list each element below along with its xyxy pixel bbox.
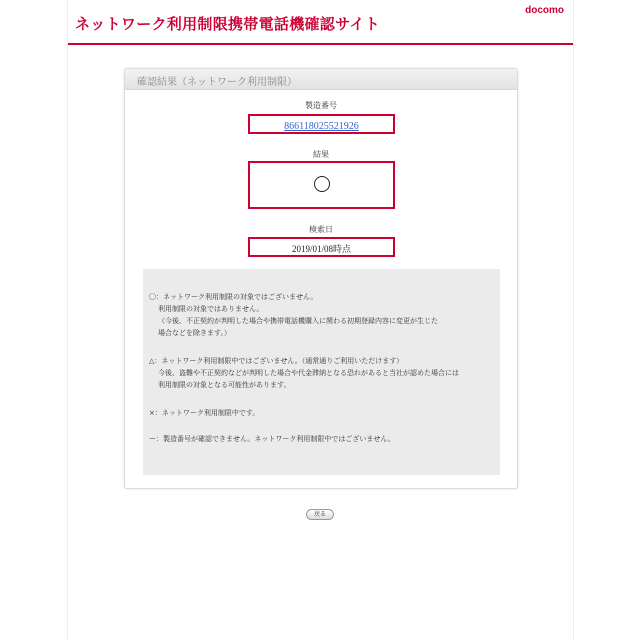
note-cross: ×：ネットワーク利用制限中です。 [149,409,260,417]
note-dash: ー：製造番号が確認できません。ネットワーク利用制限中ではございません。 [149,435,395,443]
date-box [248,237,395,257]
site-header [68,0,573,45]
site-title: ネットワーク利用制限携帯電話機確認サイト [75,15,380,33]
back-button[interactable]: 戻る [306,509,334,520]
serial-label: 製造番号 [305,101,337,110]
search-date: 2019/01/08時点 [291,244,351,254]
note-circle: 〇：ネットワーク利用制限の対象ではございません。 利用制限の対象ではありません。 （今後、不正契約が判明した場合や携帯電話機購入に関わる初期登録内容に変更が生じた 場合などを除きます。） [149,293,438,337]
note-triangle: △：ネットワーク利用制限中ではございません。（通常通りご利用いただけます） 今後、盗難や不正契約などが判明した場合や代金滞納となる恐れがあると当社が認めた場合には 利用制限の対象となる可能性があります。 [149,357,459,389]
circle-result-icon [314,176,330,192]
panel-header [125,69,517,90]
page-frame [67,0,574,640]
result-label: 結果 [313,150,329,159]
result-box [248,161,395,209]
result-panel [124,68,518,489]
docomo-logo[interactable]: docomo [525,5,564,16]
date-label: 検索日 [309,225,333,234]
serial-box [248,114,395,134]
serial-number-link[interactable]: 866118025521926 [284,121,359,132]
legend-notes [143,269,500,475]
panel-title: 確認結果（ネットワーク利用制限） [137,77,297,88]
